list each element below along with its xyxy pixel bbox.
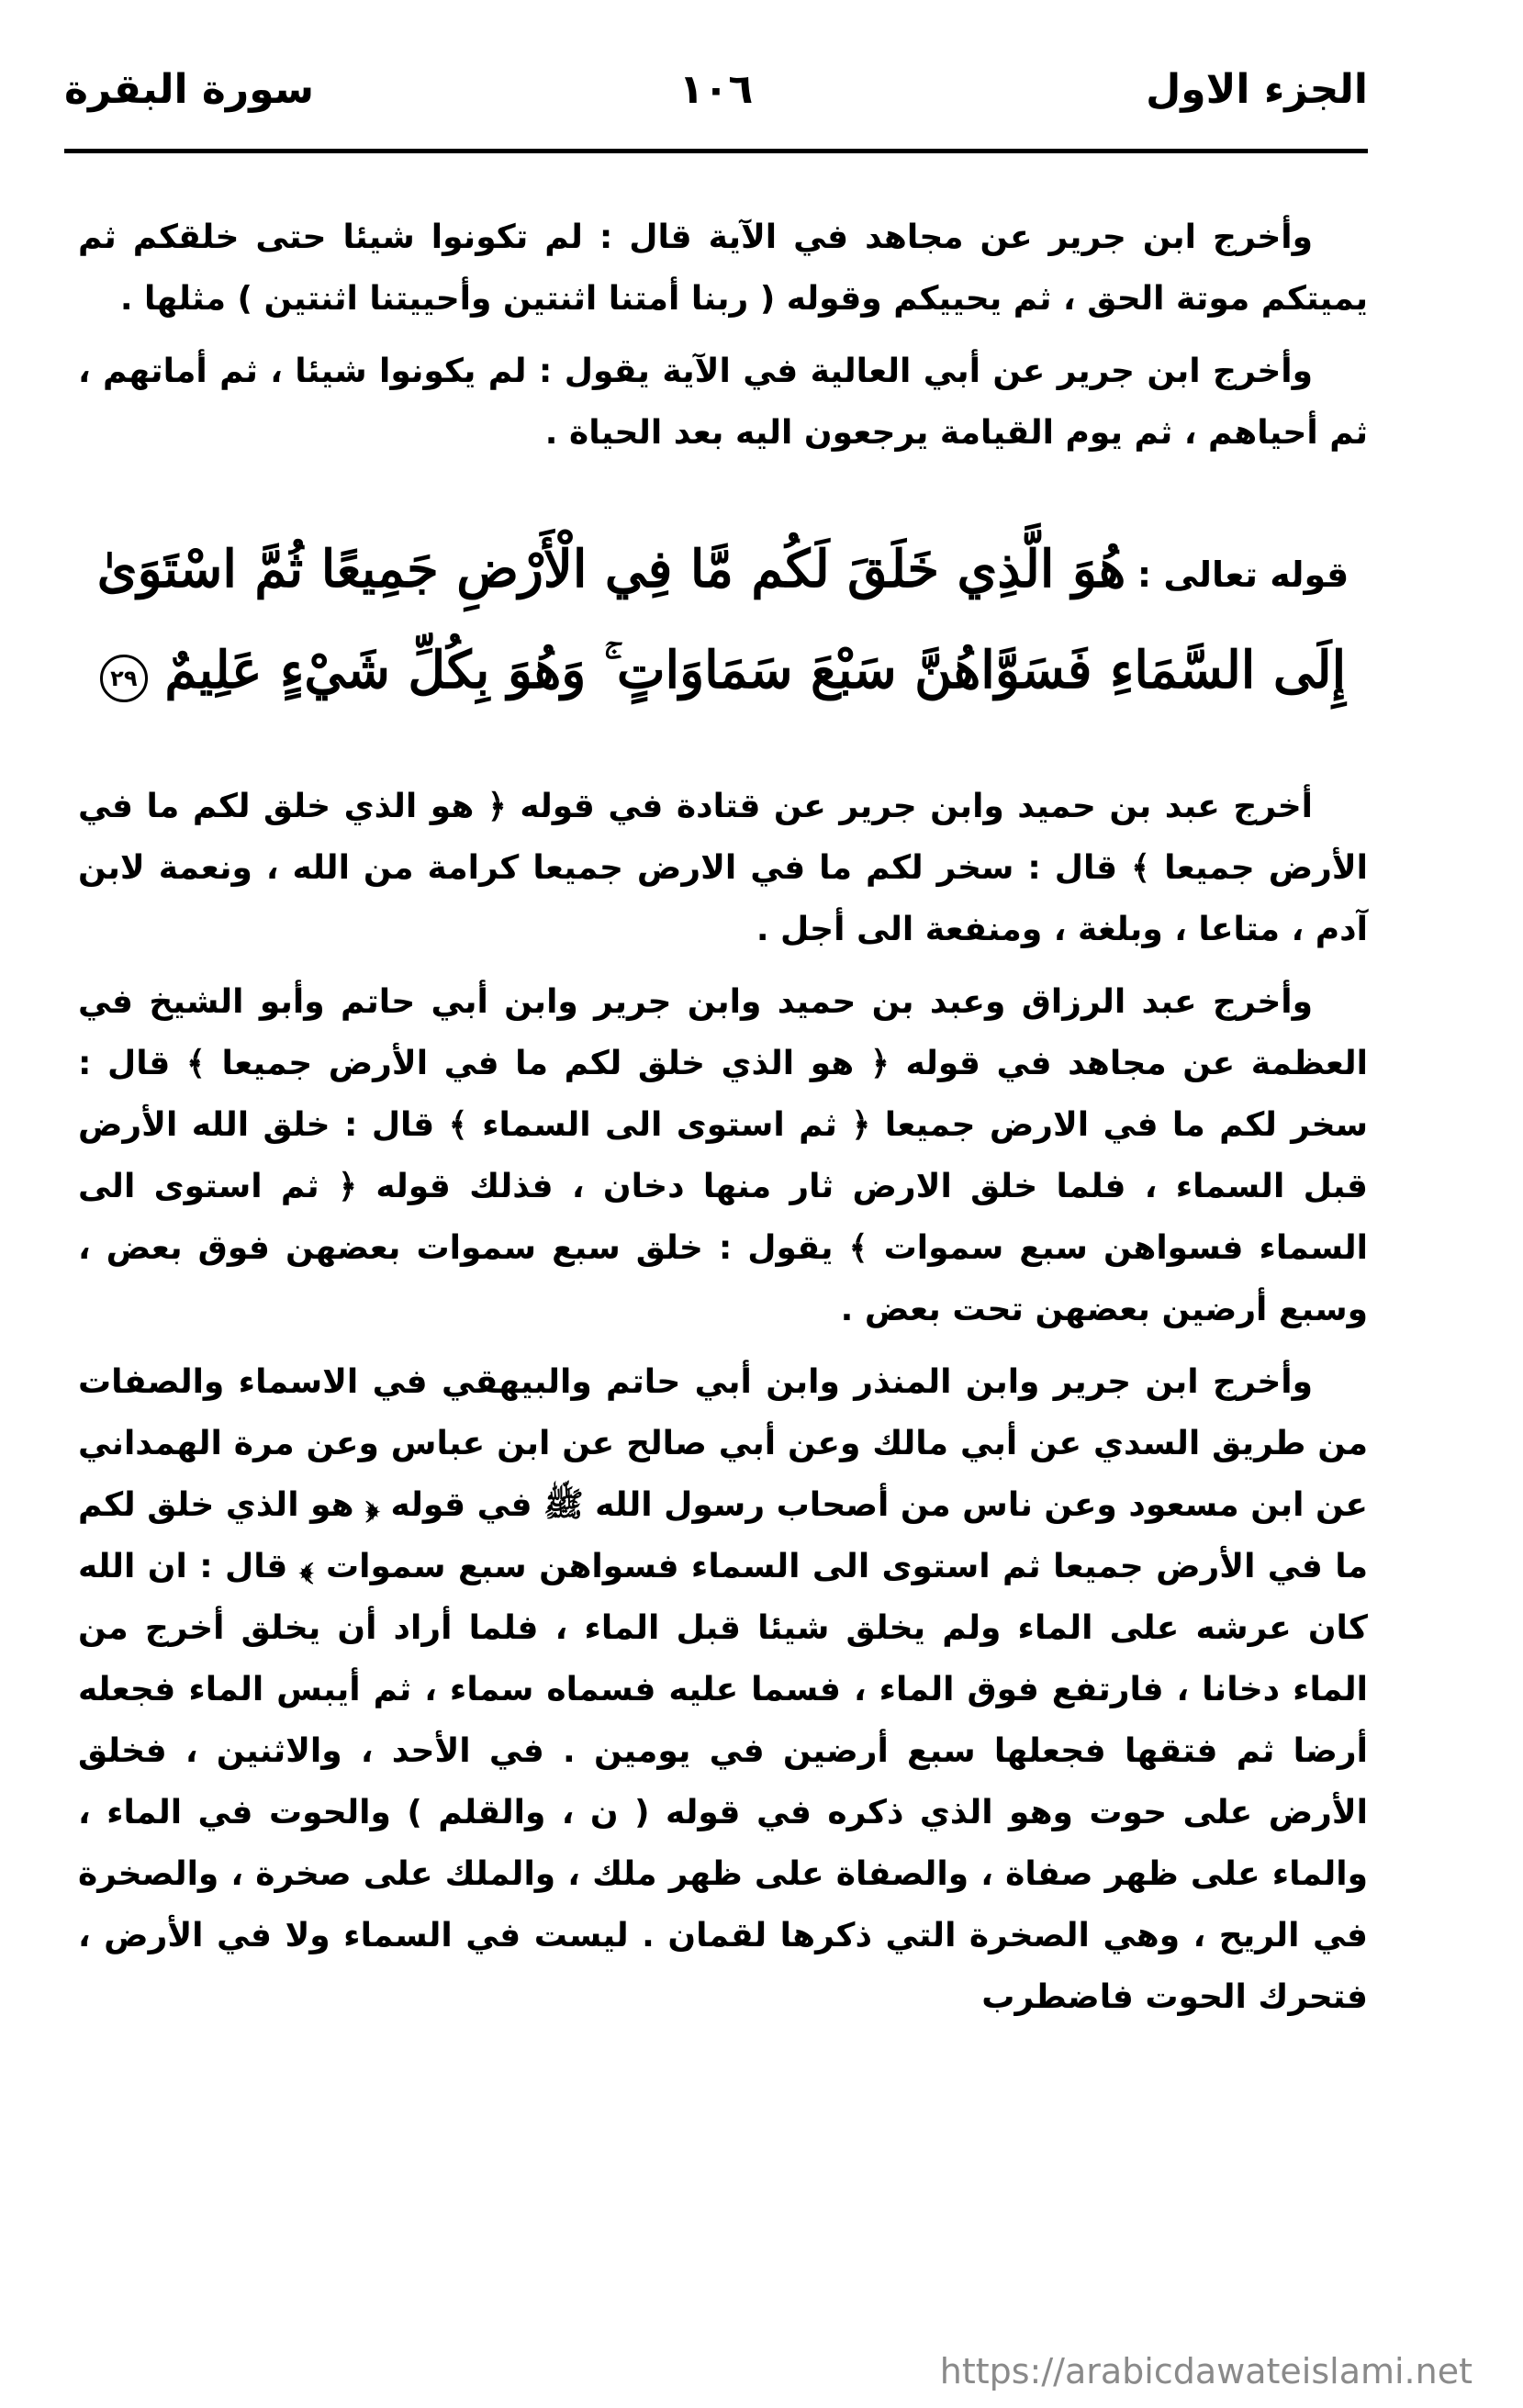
paragraph: وأخرج ابن جرير عن مجاهد في الآية قال : لم تكونوا شيئا حتى خلقكم ثم يميتكم موتة الحق ، ثم يحييكم وقوله ( ربنا أمتنا اثنتين وأحييتنا اثنتين ) مثلها . bbox=[78, 218, 1368, 318]
quran-verse-block bbox=[78, 519, 1368, 721]
verse-text: هُوَ الَّذِي خَلَقَ لَكُم مَّا فِي الْأَرْضِ جَمِيعًا ثُمَّ اسْتَوَىٰ إِلَى السَّمَاءِ فَسَوَّاهُنَّ سَبْعَ سَمَاوَاتٍ ۚ وَهُوَ بِكُلِّ شَيْءٍ عَلِيمٌ bbox=[96, 539, 1347, 700]
verse-intro: قوله تعالى : bbox=[1137, 554, 1349, 595]
paragraph: وأخرج ابن جرير وابن المنذر وابن أبي حاتم والبيهقي في الاسماء والصفات من طريق السدي عن أبي مالك وعن أبي صالح عن ابن عباس وعن مرة الهمداني عن ابن مسعود وعن ناس من أصحاب رسول الله ﷺ في قوله ﴿ هو الذي خلق لكم ما في الأرض جميعا ثم استوى الى السماء فسواهن سبع سموات ﴾ قال : ان الله كان عرشه على الماء ولم يخلق شيئا قبل الماء ، فلما أراد أن يخلق أخرج من الماء دخانا ، فارتفع فوق الماء ، فسما عليه فسماه سماء ، ثم أيبس الماء فجعله أرضا ثم فتقها فجعلها سبع أرضين في يومين . في الأحد ، والاثنين ، فخلق الأرض على حوت وهو الذي ذكره في قوله ( ن ، والقلم ) والحوت في الماء ، والماء على ظهر صفاة ، والصفاة على ظهر ملك ، والملك على صخرة ، والصخرة في الريح ، وهي الصخرة التي ذكرها لقمان . ليست في السماء ولا في الأرض ، فتحرك الحوت فاضطرب bbox=[78, 1363, 1368, 2016]
paragraph: وأخرج عبد الرزاق وعبد بن حميد وابن جرير وابن أبي حاتم وأبو الشيخ في العظمة عن مجاهد في قوله ﴿ هو الذي خلق لكم ما في الأرض جميعا ﴾ قال : سخر لكم ما في الارض جميعا ﴿ ثم استوى الى السماء ﴾ قال : خلق الله الأرض قبل السماء ، فلما خلق الارض ثار منها دخان ، فذلك قوله ﴿ ثم استوى الى السماء فسواهن سبع سموات ﴾ يقول : خلق سبع سموات بعضهن فوق بعض ، وسبع أرضين بعضهن تحت بعض . bbox=[78, 983, 1368, 1328]
page-body bbox=[78, 207, 1368, 2039]
paragraph: وأخرج ابن جرير عن أبي العالية في الآية يقول : لم يكونوا شيئا ، ثم أماتهم ، ثم أحياهم ، ثم يوم القيامة يرجعون اليه بعد الحياة . bbox=[78, 353, 1368, 452]
juz-title: الجزء الاول bbox=[1146, 66, 1368, 113]
surah-title: سورة البقرة bbox=[64, 66, 315, 113]
page-header bbox=[64, 55, 1368, 138]
ayah-number-marker: ٢٩ bbox=[100, 655, 148, 702]
page-number: ١٠٦ bbox=[678, 66, 754, 113]
watermark-url: https://arabicdawateislami.net bbox=[939, 2351, 1473, 2391]
header-divider bbox=[64, 149, 1368, 153]
paragraph: أخرج عبد بن حميد وابن جرير عن قتادة في قوله ﴿ هو الذي خلق لكم ما في الأرض جميعا ﴾ قال : سخر لكم ما في الارض جميعا كرامة من الله ، ونعمة لابن آدم ، متاعا ، وبلغة ، ومنفعة الى أجل . bbox=[78, 788, 1368, 948]
